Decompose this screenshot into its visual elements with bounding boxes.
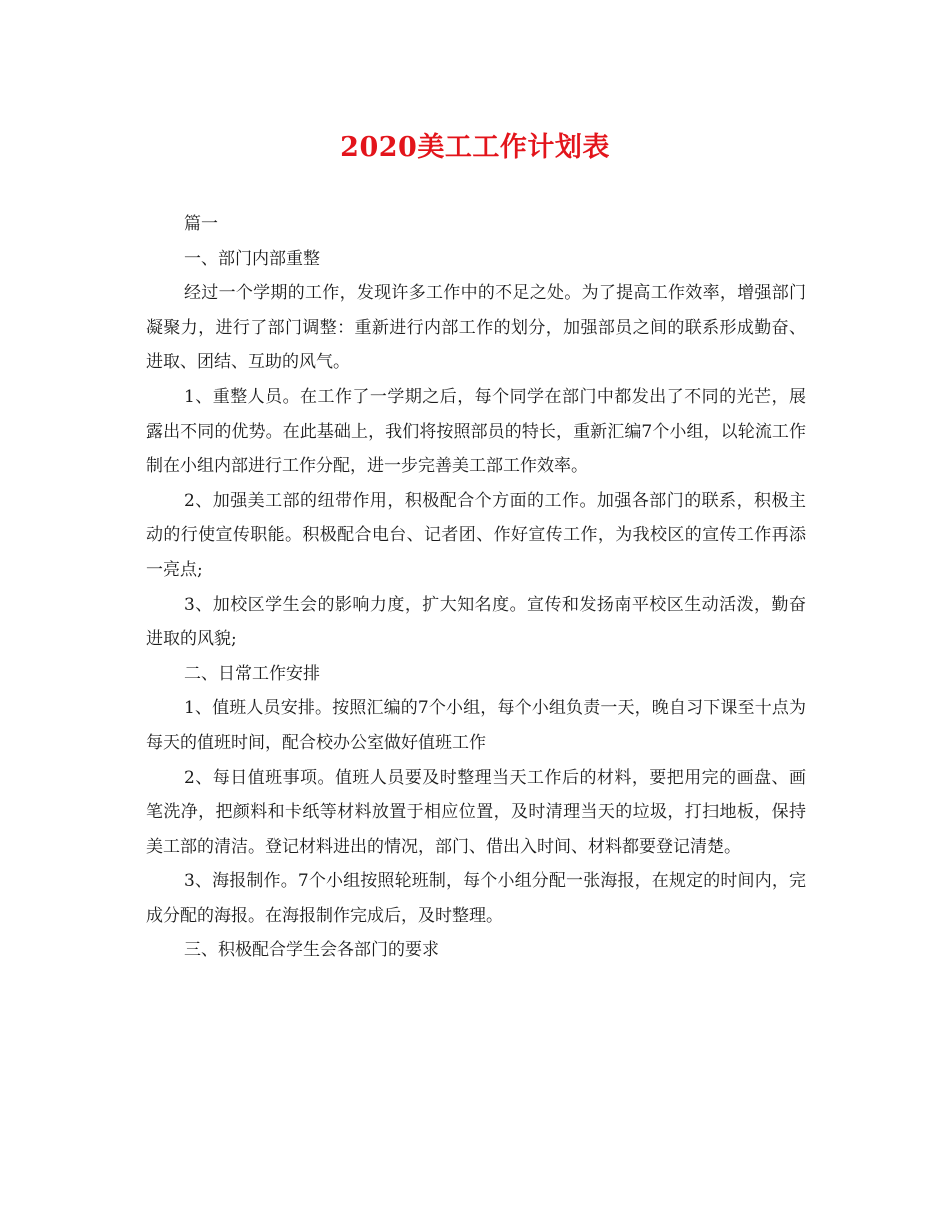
document-body (146, 207, 806, 968)
section-label: 篇一 (184, 214, 218, 234)
heading-2: 二、日常工作安排 (184, 663, 320, 684)
heading-3: 三、积极配合学生会各部门的要求 (184, 940, 439, 961)
paragraph: 3、海报制作。7个小组按照轮班制，每个小组分配一张海报，在规定的时间内，完成分配的海报。在海报制作完成后，及时整理。 (146, 871, 806, 926)
document-title: 2020美工工作计划表 (340, 132, 610, 163)
paragraph: 2、加强美工部的纽带作用，积极配合个方面的工作。加强各部门的联系，积极主动的行使宣传职能。积极配合电台、记者团、作好宣传工作，为我校区的宣传工作再添一亮点; (146, 490, 806, 580)
paragraph: 经过一个学期的工作，发现许多工作中的不足之处。为了提高工作效率，增强部门凝聚力，进行了部门调整：重新进行内部工作的划分，加强部员之间的联系形成勤奋、进取、团结、互助的风气。 (146, 283, 806, 373)
paragraph: 3、加校区学生会的影响力度，扩大知名度。宣传和发扬南平校区生动活泼，勤奋进取的风貌; (146, 594, 806, 650)
paragraph: 2、每日值班事项。值班人员要及时整理当天工作后的材料，要把用完的画盘、画笔洗净，把颜料和卡纸等材料放置于相应位置，及时清理当天的垃圾，打扫地板，保持美工部的清洁。登记材料进出的情况，部门、借出入时间、材料都要登记清楚。 (146, 767, 806, 857)
paragraph: 1、重整人员。在工作了一学期之后，每个同学在部门中都发出了不同的光芒，展露出不同的优势。在此基础上，我们将按照部员的特长，重新汇编7个小组，以轮流工作制在小组内部进行工作分配，进一步完善美工部工作效率。 (146, 386, 806, 477)
heading-1: 一、部门内部重整 (184, 248, 320, 269)
paragraph: 1、值班人员安排。按照汇编的7个小组，每个小组负责一天，晚自习下课至十点为每天的值班时间，配合校办公室做好值班工作 (146, 698, 806, 753)
